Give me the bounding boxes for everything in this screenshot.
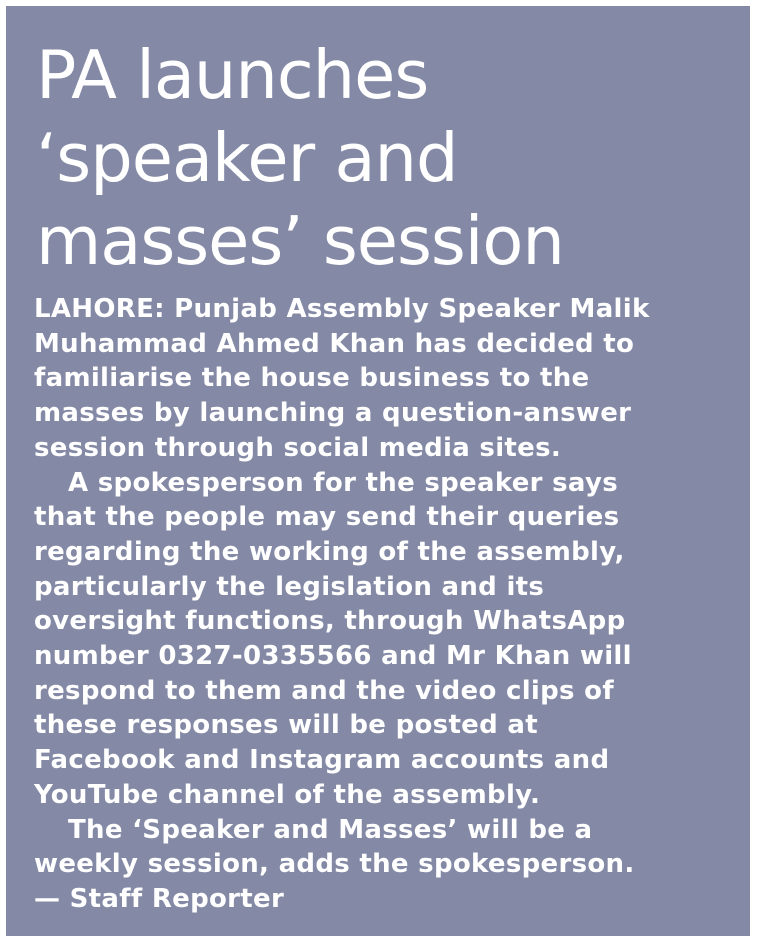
body-line: session through social media sites. (34, 432, 562, 463)
body-line: Muhammad Ahmed Khan has decided to (34, 328, 635, 359)
body-line: LAHORE: Punjab Assembly Speaker Malik (34, 294, 650, 324)
headline-line: masses’ session (36, 202, 564, 280)
body-line: familiarise the house business to the (34, 363, 590, 394)
body-line: particularly the legislation and its (34, 571, 545, 602)
headline (36, 34, 736, 283)
body-line: these responses will be posted at (34, 710, 538, 741)
body-line: YouTube channel of the assembly. (34, 779, 541, 810)
body-line: respond to them and the video clips of (34, 675, 614, 706)
body-line: The ‘Speaker and Masses’ will be a (68, 814, 593, 845)
byline: — Staff Reporter (34, 883, 285, 914)
body-line: Facebook and Instagram accounts and (34, 745, 610, 776)
article-body (34, 292, 734, 917)
body-line: oversight functions, through WhatsApp (34, 606, 626, 637)
headline-line: ‘speaker and (36, 119, 458, 197)
body-line: weekly session, adds the spokesperson. (34, 849, 635, 880)
news-clipping (6, 6, 750, 936)
body-line: A spokesperson for the speaker says (68, 467, 618, 498)
body-line: number 0327-0335566 and Mr Khan will (34, 641, 632, 672)
body-line: masses by launching a question-answer (34, 398, 632, 429)
headline-line: PA launches (36, 36, 429, 114)
body-line: that the people may send their queries (34, 502, 620, 533)
body-line: regarding the working of the assembly, (34, 536, 625, 567)
